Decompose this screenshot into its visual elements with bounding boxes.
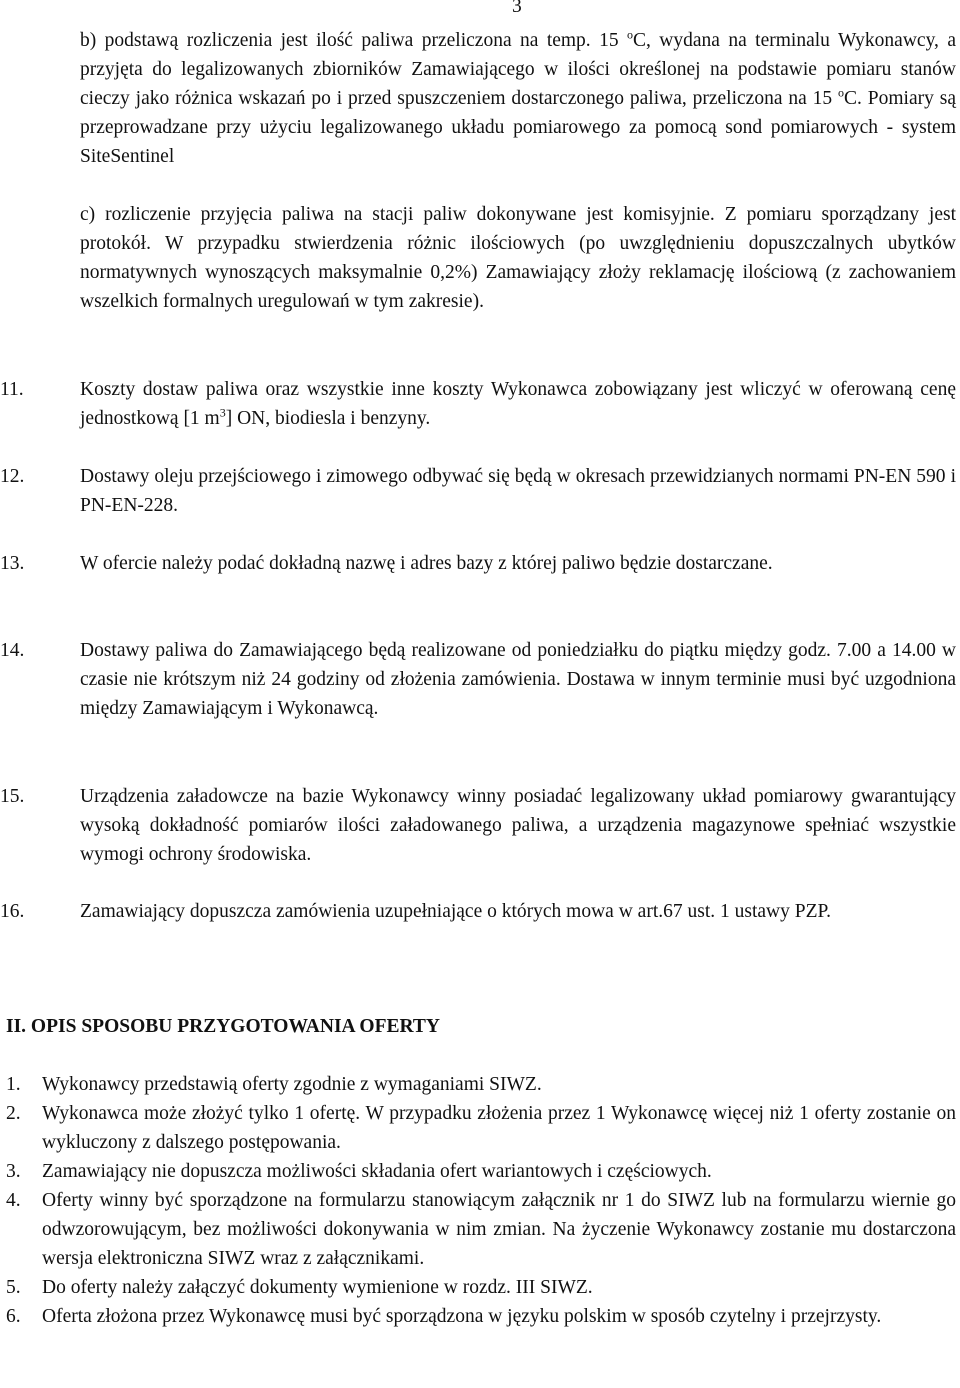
item-11-superscript: 3 xyxy=(219,405,226,420)
item-14-text: Dostawy paliwa do Zamawiającego będą realizowane od poniedziałku do piątku między godz. 7.00 a 14.00 w czasie nie krótszym niż 24 godziny od złożenia zamówienia. Dostawa w innym terminie musi być uzgodniona między Zamawiającym i Wykonawcą. xyxy=(80,640,956,719)
item-12-text: Dostawy oleju przejściowego i zimowego odbywać się będą w okresach przewidzianych normami PN-EN 590 i PN-EN-228. xyxy=(80,466,956,516)
item-14 xyxy=(0,636,956,723)
item-13 xyxy=(0,549,956,578)
item-b xyxy=(80,26,956,171)
item-b-text-3: C. Pomiary są przeprowadzane przy użyciu legalizowanego układu pomiarowego za pomocą sond pomiarowych - system SiteSentinel xyxy=(80,88,956,167)
list-item-number: 2. xyxy=(6,1103,21,1124)
page-number: 3 xyxy=(512,0,522,17)
item-13-text: W ofercie należy podać dokładną nazwę i adres bazy z której paliwo będzie dostarczane. xyxy=(80,553,773,574)
item-14-number: 14. xyxy=(0,640,25,661)
list-item-text: Wykonawcy przedstawią oferty zgodnie z wymaganiami SIWZ. xyxy=(42,1074,542,1095)
item-15-number: 15. xyxy=(0,786,25,807)
list-item-text: Zamawiający nie dopuszcza możliwości składania ofert wariantowych i częściowych. xyxy=(42,1161,712,1182)
list-item-text: Oferty winny być sporządzone na formularzu stanowiącym załącznik nr 1 do SIWZ lub na formularzu wiernie go odwzorowującym, bez możliwości dokonywania w nim zmian. Na życzenie Wykonawcy zostanie mu dostarczona wersja elektroniczna SIWZ wraz z załącznikami. xyxy=(42,1190,956,1269)
list-item-number: 3. xyxy=(6,1161,21,1182)
list-item xyxy=(6,1302,956,1331)
list-item-number: 4. xyxy=(6,1190,21,1211)
list-item-number: 6. xyxy=(6,1306,21,1327)
item-b-text-2: C, wydana na terminalu Wykonawcy, a przyjęta do legalizowanych zbiorników Zamawiającego w ilości określonej na podstawie pomiaru stanów cieczy jako różnica wskazań po i przed spuszczeniem dostarczonego paliwa, przeliczona na 15 xyxy=(80,30,956,109)
item-b-degree-1: o xyxy=(627,27,634,42)
item-11-text-1: Koszty dostaw paliwa oraz wszystkie inne koszty Wykonawca zobowiązany jest wliczyć w oferowaną cenę jednostkową [1 m xyxy=(80,379,956,429)
item-11 xyxy=(0,375,956,433)
list-item xyxy=(6,1070,956,1099)
list-item-text: Do oferty należy załączyć dokumenty wymienione w rozdz. III SIWZ. xyxy=(42,1277,593,1298)
item-15-text: Urządzenia załadowcze na bazie Wykonawcy winny posiadać legalizowany układ pomiarowy gwarantujący wysoką dokładność pomiarów ilości załadowanego paliwa, a urządzenia magazynowe spełniać wszystkie wymogi ochrony środowiska. xyxy=(80,786,956,865)
item-12 xyxy=(0,462,956,520)
item-11-number: 11. xyxy=(0,379,24,400)
item-16 xyxy=(0,897,956,926)
list-item-text: Wykonawca może złożyć tylko 1 ofertę. W przypadku złożenia przez 1 Wykonawcę więcej niż 1 oferty zostanie on wykluczony z dalszego postępowania. xyxy=(42,1103,956,1153)
list-item-text: Oferta złożona przez Wykonawcę musi być sporządzona w języku polskim w sposób czytelny i przejrzysty. xyxy=(42,1306,882,1327)
item-16-text: Zamawiający dopuszcza zamówienia uzupełniające o których mowa w art.67 ust. 1 ustawy PZP. xyxy=(80,901,832,922)
list-item xyxy=(6,1273,956,1302)
item-11-text-2: ] ON, biodiesla i benzyny. xyxy=(225,408,431,429)
item-15 xyxy=(0,782,956,869)
item-b-text-1: b) podstawą rozliczenia jest ilość paliwa przeliczona na temp. 15 xyxy=(80,30,619,51)
item-13-number: 13. xyxy=(0,553,25,574)
list-item xyxy=(6,1099,956,1157)
list-item xyxy=(6,1186,956,1273)
list-item xyxy=(6,1157,956,1186)
section-list xyxy=(6,1070,956,1331)
list-item-number: 1. xyxy=(6,1074,21,1095)
section-heading: II. OPIS SPOSOBU PRZYGOTOWANIA OFERTY xyxy=(6,1016,440,1037)
list-item-number: 5. xyxy=(6,1277,21,1298)
item-c: c) rozliczenie przyjęcia paliwa na stacji paliw dokonywane jest komisyjnie. Z pomiaru sporządzany jest protokół. W przypadku stwierdzenia różnic ilościowych (po uwzględnieniu dopuszczalnych ubytków normatywnych wynoszących maksymalnie 0,2%) Zamawiający złoży reklamację ilościową (z zachowaniem wszelkich formalnych uregulowań w tym zakresie). xyxy=(80,204,956,312)
item-b-degree-2: o xyxy=(838,85,845,100)
item-12-number: 12. xyxy=(0,466,25,487)
item-16-number: 16. xyxy=(0,901,25,922)
